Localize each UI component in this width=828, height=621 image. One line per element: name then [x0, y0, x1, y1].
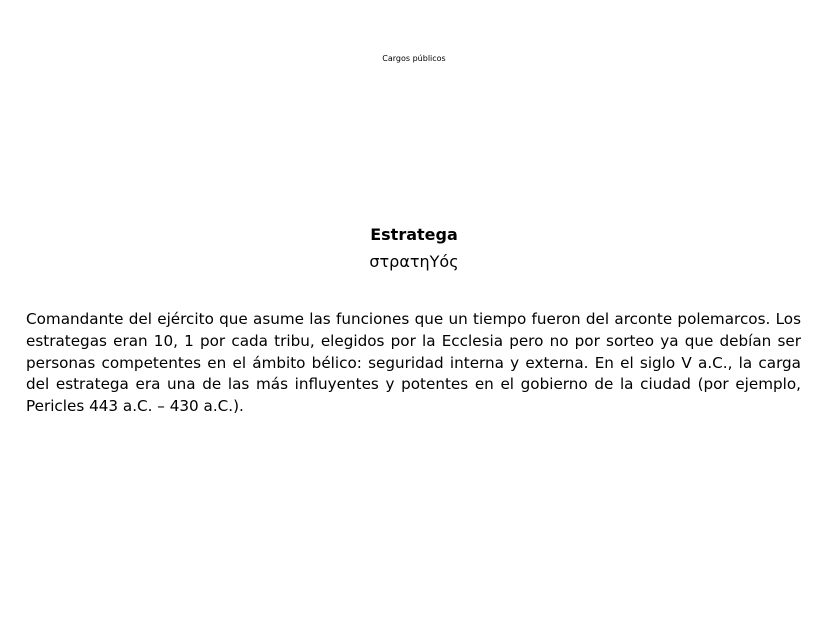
entry-title: Estratega [370, 225, 458, 244]
running-header: Cargos públicos [382, 54, 446, 63]
entry-description: Comandante del ejército que asume las funciones que un tiempo fueron del arconte polemarcos. Los estrategas eran 10, 1 por cada tribu, elegidos por la Ecclesia pero no por sorteo ya que debían ser personas competentes en el ámbito bélico: seguridad interna y externa. En el siglo V a.C., la carga del estratega era una de las más influyentes y potentes en el gobierno de la ciudad (por ejemplo, Pericles 443 a.C. – 430 a.C.). [26, 310, 801, 416]
entry-greek-term: στρατηΥός [369, 252, 459, 271]
